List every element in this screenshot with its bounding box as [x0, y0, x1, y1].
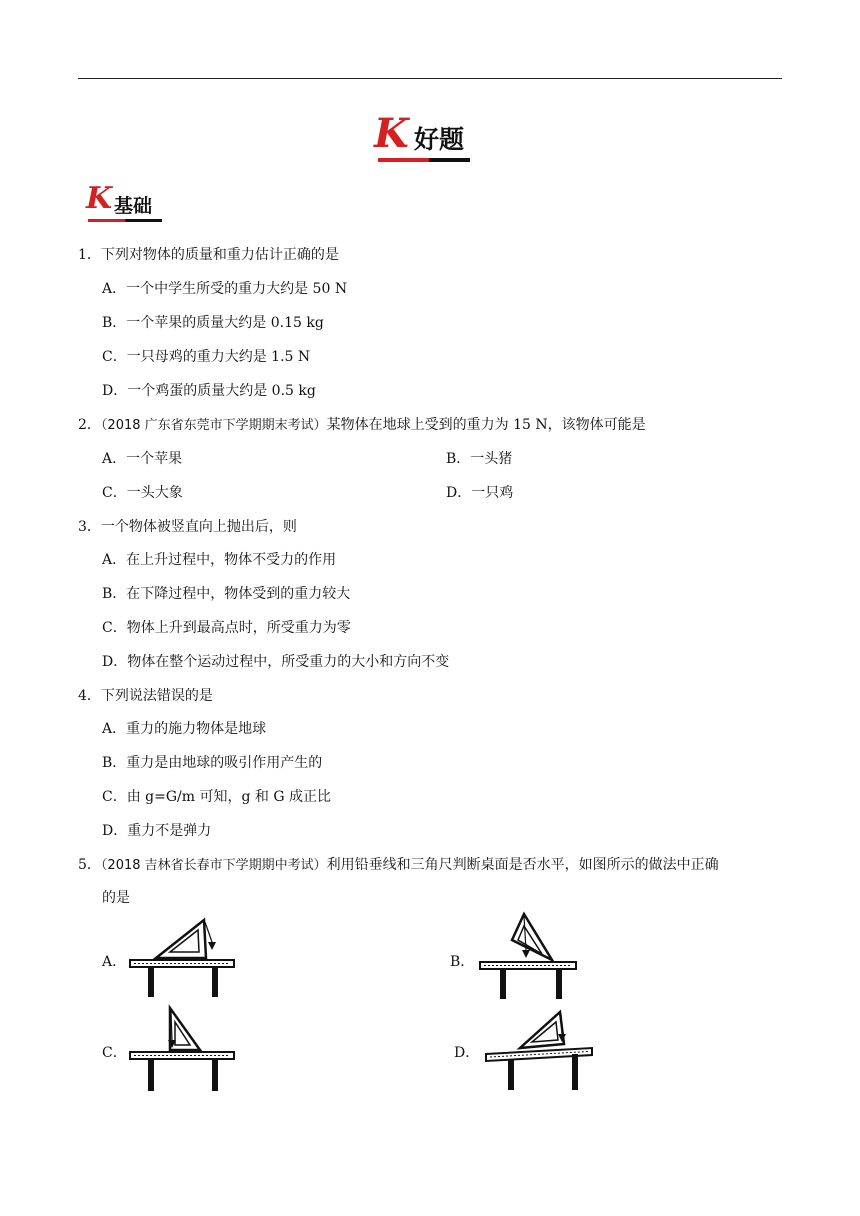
title-underline	[378, 158, 470, 162]
question-1-option-a: A．一个中学生所受的重力大约是 50 N	[102, 281, 348, 297]
section-k-logo: K	[86, 181, 113, 216]
question-5-source: （2018 吉林省长春市下学期期中考试）	[100, 858, 327, 873]
title-text: 好题	[414, 125, 465, 154]
question-5-text: 利用铅垂线和三角尺判断桌面是否水平，如图所示的做法中正确	[326, 857, 719, 873]
question-1-option-b: B．一个苹果的质量大约是 0.15 kg	[102, 315, 324, 331]
section-underline	[88, 219, 162, 222]
figure-d-table-triangle	[480, 1004, 598, 1094]
question-2-source: （2018 广东省东莞市下学期期末考试）	[100, 418, 327, 433]
question-3-stem: 3．一个物体被竖直向上抛出后，则	[78, 519, 297, 535]
question-3-option-c: C．物体上升到最高点时，所受重力为零	[102, 620, 351, 636]
header-rule	[78, 78, 782, 79]
question-4-stem: 4．下列说法错误的是	[78, 688, 213, 704]
question-4-option-b: B．重力是由地球的吸引作用产生的	[102, 755, 323, 771]
question-5-option-d: D．	[454, 1045, 480, 1061]
question-2-option-a: A．一个苹果	[102, 451, 183, 467]
question-5-option-b: B．	[450, 954, 475, 970]
figure-b-table-triangle	[476, 910, 586, 1002]
question-2-option-d: D．一只鸡	[446, 485, 514, 501]
question-4-option-a: A．重力的施力物体是地球	[102, 721, 267, 737]
question-4-option-d: D．重力不是弹力	[102, 823, 212, 839]
question-5-number: 5．	[78, 857, 101, 873]
title-k-logo: K	[374, 110, 409, 157]
question-1-option-c: C．一只母鸡的重力大约是 1.5 N	[102, 349, 311, 365]
question-5-option-a: A．	[102, 954, 127, 970]
figure-a-table-triangle	[126, 912, 238, 1000]
question-2-option-b: B．一头猪	[446, 451, 513, 467]
question-2-option-c: C．一头大象	[102, 485, 183, 501]
question-5-stem	[78, 856, 719, 875]
question-2-text: 某物体在地球上受到的重力为 15 N，该物体可能是	[326, 417, 646, 433]
question-1-stem: 1．下列对物体的质量和重力估计正确的是	[78, 247, 339, 263]
question-1-option-d: D．一个鸡蛋的质量大约是 0.5 kg	[102, 383, 316, 399]
question-2-stem	[78, 416, 646, 435]
question-2-number: 2．	[78, 417, 101, 433]
question-5-option-c: C．	[102, 1045, 127, 1061]
question-3-option-b: B．在下降过程中，物体受到的重力较大	[102, 586, 351, 602]
question-3-option-d: D．物体在整个运动过程中，所受重力的大小和方向不变	[102, 654, 450, 670]
figure-c-table-triangle	[126, 1004, 238, 1094]
question-5-stem-line2: 的是	[102, 890, 130, 906]
question-4-option-c: C．由 g=G/m 可知，g 和 G 成正比	[102, 789, 331, 805]
question-3-option-a: A．在上升过程中，物体不受力的作用	[102, 552, 337, 568]
section-text: 基础	[114, 195, 153, 217]
